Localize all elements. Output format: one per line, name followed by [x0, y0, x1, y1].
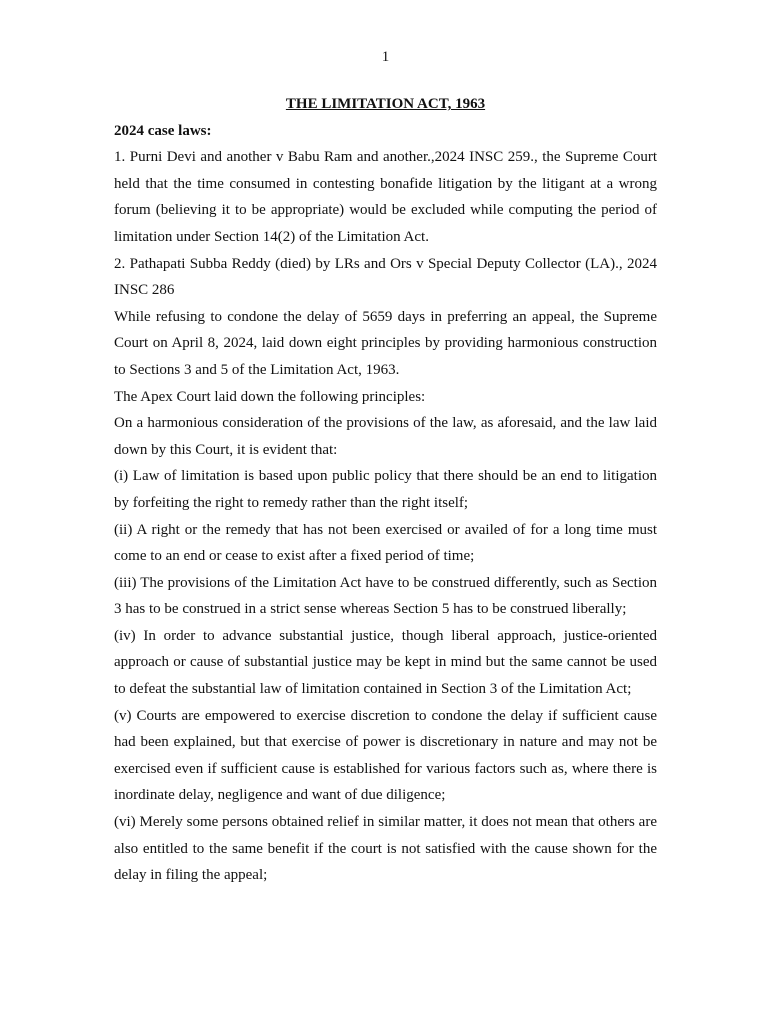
page-number: 1 [381, 49, 390, 65]
principle-vi: (vi) Merely some persons obtained relief in similar matter, it does not mean that others are also entitled to the same benefit if the court is not satisfied with the cause shown for the delay in filing the appeal; [114, 814, 657, 884]
principle-iii: (iii) The provisions of the Limitation Act have to be construed differently, such as Section 3 has to be construed in a strict sense whereas Section 5 has to be construed liberally; [114, 574, 657, 618]
principle-v: (v) Courts are empowered to exercise discretion to condone the delay if sufficient cause had been explained, but that exercise of power is discretionary in nature and may not be exercised even if sufficient cause is established for various factors such as, where there is inordinate delay, negligence and want of due diligence; [114, 707, 657, 804]
harmonious-consideration: On a harmonious consideration of the provisions of the law, as aforesaid, and the law laid down by this Court, it is evident that: [114, 415, 657, 458]
case-description: While refusing to condone the delay of 5659 days in preferring an appeal, the Supreme Court on April 8, 2024, laid down eight principles by providing harmonious construction to Sections 3 and 5 of the Limitation Act, 1963. [114, 308, 657, 378]
principles-intro: The Apex Court laid down the following principles: [114, 388, 426, 405]
section-heading: 2024 case laws: [114, 122, 212, 139]
case-paragraph-1: 1. Purni Devi and another v Babu Ram and another.,2024 INSC 259., the Supreme Court held that the time consumed in contesting bonafide litigation by the litigant at a wrong forum (believing it to be appropriate) would be excluded while computing the period of limitation under Section 14(2) of the Limitation Act. [114, 149, 657, 245]
principle-iv: (iv) In order to advance substantial justice, though liberal approach, justice-oriented approach or cause of substantial justice may be kept in mind but the same cannot be used to defeat the substantial law of limitation contained in Section 3 of the Limitation Act; [114, 627, 657, 698]
document-title: THE LIMITATION ACT, 1963 [285, 96, 486, 112]
case-paragraph-2: 2. Pathapati Subba Reddy (died) by LRs and Ors v Special Deputy Collector (LA)., 2024 INSC 286 [114, 255, 657, 299]
principle-ii: (ii) A right or the remedy that has not been exercised or availed of for a long time must come to an end or cease to exist after a fixed period of time; [114, 521, 657, 565]
principle-i: (i) Law of limitation is based upon public policy that there should be an end to litigation by forfeiting the right to remedy rather than the right itself; [114, 468, 657, 511]
document-body [114, 91, 657, 889]
